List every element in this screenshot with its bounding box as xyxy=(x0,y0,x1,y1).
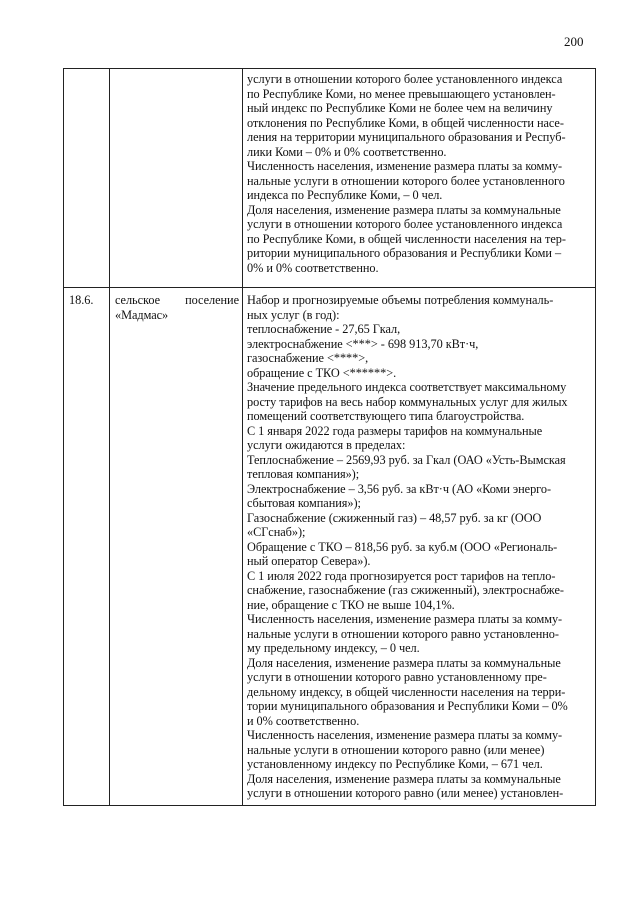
text-line: лики Коми – 0% и 0% соответственно. xyxy=(247,144,447,159)
text-line: Электроснабжение – 3,56 руб. за кВт·ч (АО «Коми энерго- xyxy=(247,481,552,496)
text-line: С 1 января 2022 года размеры тарифов на коммунальные xyxy=(247,423,543,438)
settlement-type: сельское xyxy=(115,293,160,307)
text-line: индекса по Республике Коми, – 0 чел. xyxy=(247,188,443,202)
text-line: электроснабжение <***> - 698 913,70 кВт·ч, xyxy=(247,336,479,351)
text-line: «СГснаб»); xyxy=(247,525,306,539)
text-line: Численность населения, изменение размера платы за комму- xyxy=(247,612,563,626)
text-line: услуги в отношении которого более установленного индекса xyxy=(247,72,563,86)
text-line: росту тарифов на весь набор коммунальных услуг для жилых xyxy=(247,394,568,409)
text-line: и 0% соответственно. xyxy=(247,713,360,728)
settlement-name xyxy=(115,293,239,308)
text-line: нальные услуги в отношении которого равно установленно- xyxy=(247,626,559,641)
text-line: Газоснабжение (сжиженный газ) – 48,57 руб. за кг (ООО xyxy=(247,510,542,525)
text-line: услуги в отношении которого равно (или менее) установлен- xyxy=(247,786,564,800)
row-number: 18.6. xyxy=(69,293,94,307)
text-line: услуги ожидаются в пределах: xyxy=(247,438,406,452)
text-line: 0% и 0% соответственно. xyxy=(247,260,379,275)
column-divider xyxy=(242,69,243,805)
continued-row-content xyxy=(247,72,591,275)
settlement-title: «Мадмас» xyxy=(115,307,169,322)
text-line: Численность населения, изменение размера платы за комму- xyxy=(247,728,563,742)
text-line: ных услуг (в год): xyxy=(247,307,340,322)
text-line: отклонения по Республике Коми, в общей численности насе- xyxy=(247,115,564,130)
data-table xyxy=(63,68,596,806)
text-line: ный оператор Севера»). xyxy=(247,554,371,568)
text-line: тепловая компания»); xyxy=(247,467,360,481)
text-line: услуги в отношении которого равно установленному пре- xyxy=(247,670,547,684)
text-line: по Республике Коми, в общей численности населения на тер- xyxy=(247,231,566,246)
text-line: тории муниципального образования и Республики Коми – 0% xyxy=(247,699,568,713)
text-line: Численность населения, изменение размера платы за комму- xyxy=(247,159,563,173)
page-number: 200 xyxy=(564,34,584,49)
text-line: помещений соответствующего типа благоустройства. xyxy=(247,409,525,423)
settlement-type: поселение xyxy=(185,293,239,307)
text-line: установленному индексу по Республике Коми, – 671 чел. xyxy=(247,757,543,771)
text-line: снабжение, газоснабжение (газ сжиженный), электроснабже- xyxy=(247,583,564,597)
row-divider xyxy=(64,287,595,288)
text-line: сбытовая компания»); xyxy=(247,496,361,510)
text-line: теплоснабжение - 27,65 Гкал, xyxy=(247,322,401,336)
text-line: услуги в отношении которого более установленного индекса xyxy=(247,217,563,231)
text-line: ный индекс по Республике Коми не более чем на величину xyxy=(247,101,553,115)
text-line: Доля населения, изменение размера платы за коммунальные xyxy=(247,771,561,786)
text-line: по Республике Коми, но менее превышающего установлен- xyxy=(247,86,556,101)
text-line: Значение предельного индекса соответствует максимальному xyxy=(247,380,567,394)
text-line: нальные услуги в отношении которого равно (или менее) xyxy=(247,742,545,757)
row-content xyxy=(247,293,591,801)
text-line: Теплоснабжение – 2569,93 руб. за Гкал (ОАО «Усть-Вымская xyxy=(247,452,566,467)
text-line: Обращение с ТКО – 818,56 руб. за куб.м (ООО «Региональ- xyxy=(247,539,558,554)
text-line: Набор и прогнозируемые объемы потребления коммуналь- xyxy=(247,293,554,307)
text-line: ритории муниципального образования и Республики Коми – xyxy=(247,246,562,260)
text-line: обращение с ТКО <******>. xyxy=(247,365,397,380)
text-line: газоснабжение <****>, xyxy=(247,351,369,365)
text-line: Доля населения, изменение размера платы за коммунальные xyxy=(247,202,561,217)
text-line: ления на территории муниципального образования и Респуб- xyxy=(247,130,566,144)
text-line: нальные услуги в отношении которого более установленного xyxy=(247,173,565,188)
column-divider xyxy=(109,69,110,805)
text-line: С 1 июля 2022 года прогнозируется рост тарифов на тепло- xyxy=(247,568,556,583)
text-line: Доля населения, изменение размера платы за коммунальные xyxy=(247,655,561,670)
text-line: му предельному индексу, – 0 чел. xyxy=(247,641,420,655)
text-line: дельному индексу, в общей численности населения на терри- xyxy=(247,684,566,699)
text-line: ние, обращение с ТКО не выше 104,1%. xyxy=(247,597,455,612)
